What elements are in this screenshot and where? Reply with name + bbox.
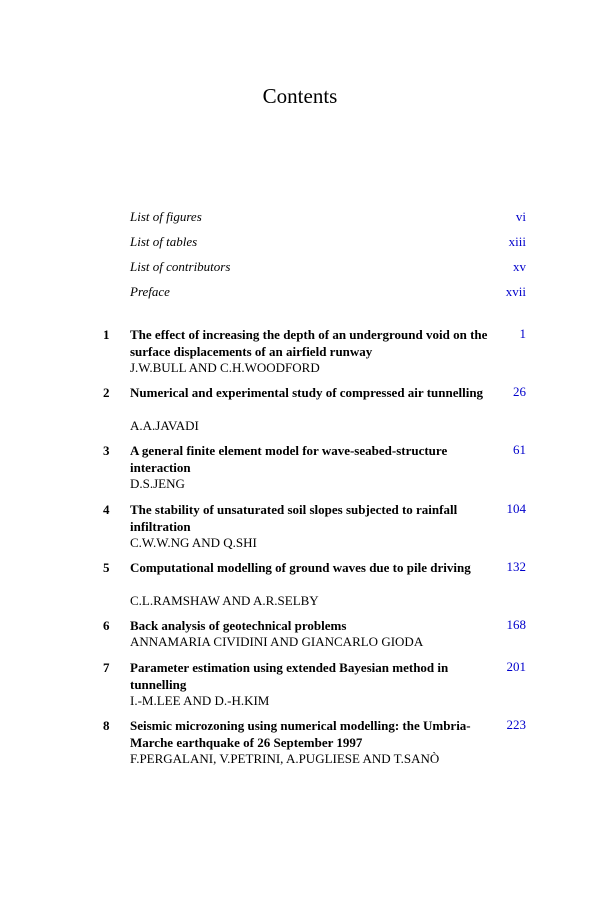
page-number-link[interactable]: 1 <box>519 326 526 341</box>
front-matter-item <box>0 234 600 259</box>
chapter-number: 2 <box>103 385 110 400</box>
chapter-authors: C.W.W.NG AND Q.SHI <box>130 535 257 550</box>
front-matter-item <box>0 209 600 234</box>
page-number-link[interactable]: 61 <box>513 442 526 457</box>
chapter-title: The stability of unsaturated soil slopes subjected to rainfall infiltration <box>130 502 458 534</box>
page-number-link[interactable]: 223 <box>506 717 526 732</box>
page-title: Contents <box>262 84 338 108</box>
page-number-link[interactable]: xv <box>513 259 526 274</box>
chapter-number: 7 <box>103 660 110 675</box>
chapter-authors: D.S.JENG <box>130 476 185 491</box>
chapter-title: Back analysis of geotechnical problems <box>130 618 347 633</box>
chapter-number: 1 <box>103 327 110 342</box>
chapter-number: 4 <box>103 502 110 517</box>
page-number-link[interactable]: 168 <box>506 617 526 632</box>
front-matter-item <box>0 259 600 284</box>
page-number-link[interactable]: 201 <box>506 659 526 674</box>
chapter-number: 5 <box>103 560 110 575</box>
chapter-title: Parameter estimation using extended Bayesian method in tunnelling <box>130 660 449 692</box>
chapter-authors: C.L.RAMSHAW AND A.R.SELBY <box>130 593 319 608</box>
front-matter-item <box>0 284 600 309</box>
chapter-authors: I.-M.LEE AND D.-H.KIM <box>130 693 270 708</box>
front-matter-list <box>0 209 600 309</box>
chapter-title: The effect of increasing the depth of an underground void on the surface displacements of an airfield runway <box>130 327 488 359</box>
chapter-number: 6 <box>103 618 110 633</box>
page-number-link[interactable]: 132 <box>506 559 526 574</box>
chapter-authors: ANNAMARIA CIVIDINI AND GIANCARLO GIODA <box>130 634 424 649</box>
chapter-title: Computational modelling of ground waves due to pile driving <box>130 560 471 575</box>
page-number-link[interactable]: 104 <box>506 501 526 516</box>
chapter-title: Seismic microzoning using numerical modelling: the Umbria-Marche earthquake of 26 September 1997 <box>130 718 471 750</box>
chapter-authors: F.PERGALANI, V.PETRINI, A.PUGLIESE AND T.SANÒ <box>130 751 440 766</box>
front-matter-label: Preface <box>130 284 170 299</box>
front-matter-label: List of figures <box>130 209 202 224</box>
front-matter-label: List of tables <box>130 234 198 249</box>
chapter-authors: A.A.JAVADI <box>130 418 199 433</box>
page-number-link[interactable]: 26 <box>513 384 526 399</box>
chapter-title: A general finite element model for wave-seabed-structure interaction <box>130 443 448 475</box>
chapter-title: Numerical and experimental study of compressed air tunnelling <box>130 385 484 400</box>
page-number-link[interactable]: xvii <box>505 284 526 299</box>
front-matter-label: List of contributors <box>130 259 231 274</box>
chapter-number: 3 <box>103 443 110 458</box>
chapter-number: 8 <box>103 718 110 733</box>
page-number-link[interactable]: xiii <box>508 234 526 249</box>
chapter-authors: J.W.BULL AND C.H.WOODFORD <box>130 360 320 375</box>
page-number-link[interactable]: vi <box>515 209 526 224</box>
